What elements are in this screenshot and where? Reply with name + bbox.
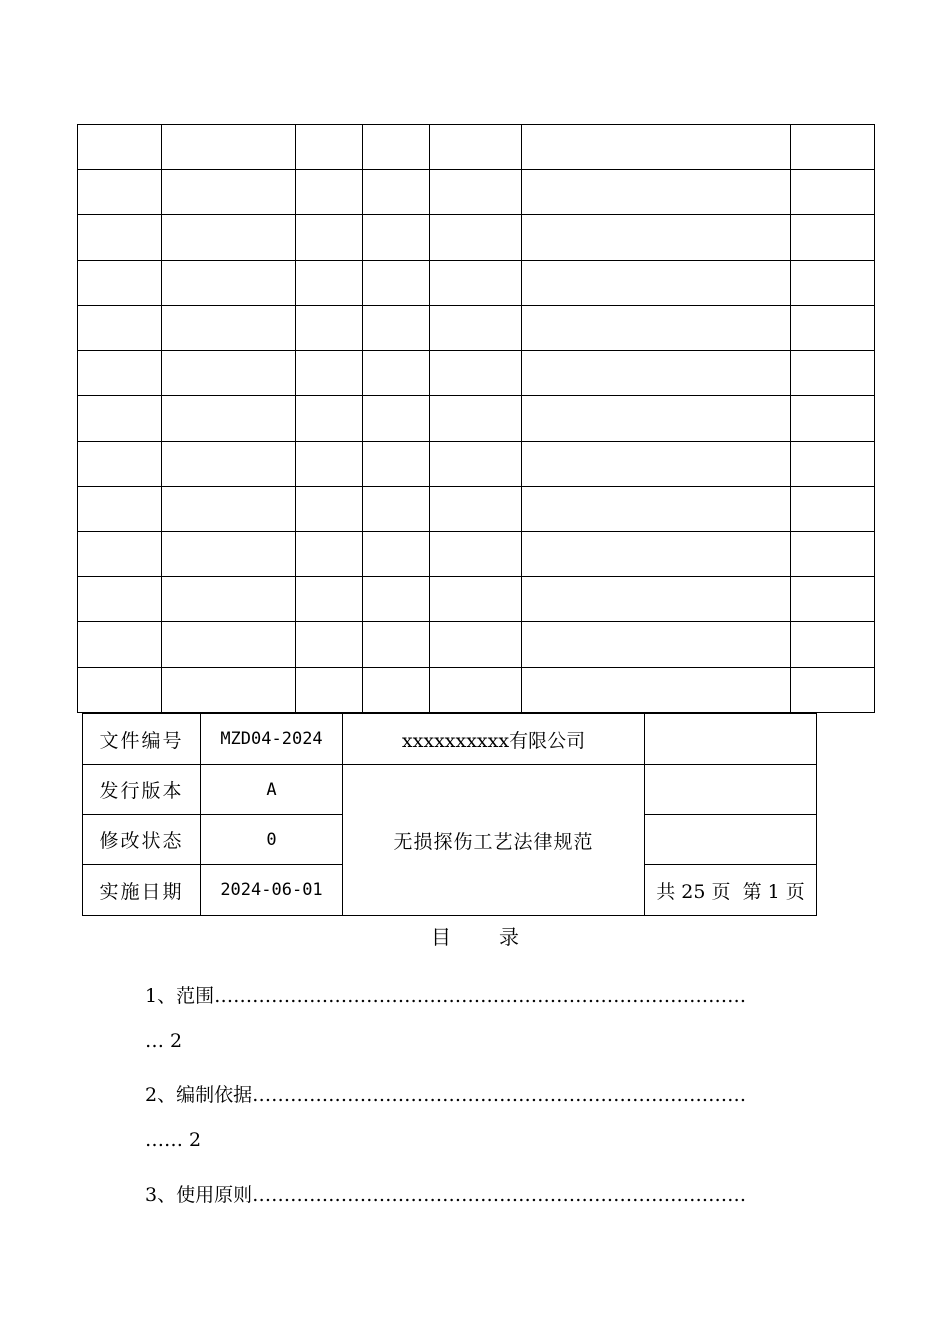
toc-entry-scope-page[interactable]: … 2 [145, 1030, 183, 1052]
revision-grid-cell [296, 577, 363, 622]
revision-grid-row [78, 125, 875, 170]
revision-grid-cell [791, 667, 875, 712]
toc-title [0, 921, 950, 950]
revision-grid-cell [363, 260, 430, 305]
revision-grid-cell [78, 351, 162, 396]
revision-grid-row [78, 396, 875, 441]
revision-grid-cell [296, 531, 363, 576]
revision-grid-cell [791, 486, 875, 531]
revision-grid-cell [78, 170, 162, 215]
revision-grid-cell [430, 667, 522, 712]
revision-grid-cell [296, 486, 363, 531]
revision-grid-cell [78, 125, 162, 170]
revision-grid-cell [78, 531, 162, 576]
revision-grid-cell [162, 441, 296, 486]
version-label: 发行版本 [83, 765, 201, 815]
revision-grid-cell [78, 577, 162, 622]
revision-grid-row [78, 622, 875, 667]
revision-grid-cell [162, 215, 296, 260]
revision-value: 0 [201, 815, 343, 865]
revision-grid-cell [522, 531, 791, 576]
revision-grid-cell [522, 351, 791, 396]
revision-grid-row [78, 215, 875, 260]
revision-grid-cell [430, 215, 522, 260]
revision-grid-cell [522, 486, 791, 531]
revision-grid-cell [363, 667, 430, 712]
page-info: 共 25 页 第 1 页 [645, 865, 817, 916]
revision-grid-cell [363, 577, 430, 622]
revision-grid-cell [162, 667, 296, 712]
effective-date-value: 2024-06-01 [201, 865, 343, 916]
revision-grid-cell [363, 622, 430, 667]
revision-grid-cell [430, 396, 522, 441]
revision-grid-cell [791, 441, 875, 486]
revision-grid-cell [791, 305, 875, 350]
revision-grid-cell [522, 215, 791, 260]
revision-grid-cell [162, 260, 296, 305]
revision-grid-cell [78, 667, 162, 712]
company-name: xxxxxxxxxx有限公司 [343, 714, 645, 765]
revision-grid-row [78, 486, 875, 531]
revision-grid-cell [791, 215, 875, 260]
document-header-table [82, 713, 817, 916]
revision-grid-cell [162, 577, 296, 622]
revision-grid-cell [430, 351, 522, 396]
revision-grid-cell [296, 260, 363, 305]
revision-grid-cell [430, 170, 522, 215]
revision-grid-cell [296, 125, 363, 170]
revision-grid-cell [791, 622, 875, 667]
revision-grid-cell [162, 170, 296, 215]
revision-grid-cell [162, 125, 296, 170]
revision-grid-cell [363, 486, 430, 531]
revision-grid-cell [430, 486, 522, 531]
revision-grid-cell [522, 441, 791, 486]
revision-grid-cell [522, 667, 791, 712]
revision-grid-cell [791, 170, 875, 215]
revision-grid-cell [162, 622, 296, 667]
revision-record-grid [77, 124, 875, 713]
revision-grid-cell [430, 441, 522, 486]
revision-grid-cell [78, 441, 162, 486]
revision-grid-cell [78, 396, 162, 441]
file-number-label: 文件编号 [83, 714, 201, 765]
revision-grid-row [78, 351, 875, 396]
revision-grid-cell [363, 305, 430, 350]
revision-grid-cell [296, 396, 363, 441]
revision-grid-cell [522, 305, 791, 350]
revision-grid-cell [78, 260, 162, 305]
revision-grid-cell [430, 260, 522, 305]
revision-grid-cell [78, 486, 162, 531]
revision-grid-cell [363, 170, 430, 215]
revision-grid-cell [296, 622, 363, 667]
revision-grid-cell [363, 396, 430, 441]
file-number-value: MZD04-2024 [201, 714, 343, 765]
revision-grid-cell [791, 125, 875, 170]
revision-grid-cell [791, 577, 875, 622]
revision-grid-cell [791, 531, 875, 576]
revision-grid-cell [430, 622, 522, 667]
header-blank-cell [645, 815, 817, 865]
revision-grid-cell [162, 305, 296, 350]
toc-title-right: 录 [499, 925, 519, 949]
document-title: 无损探伤工艺法律规范 [343, 765, 645, 916]
revision-grid-cell [522, 125, 791, 170]
toc-entry-basis-page[interactable]: …… 2 [145, 1129, 202, 1151]
revision-grid-cell [430, 531, 522, 576]
revision-grid-cell [296, 441, 363, 486]
revision-grid-cell [522, 622, 791, 667]
header-blank-cell [645, 765, 817, 815]
revision-grid-cell [78, 622, 162, 667]
revision-grid-cell [791, 351, 875, 396]
revision-grid-cell [363, 125, 430, 170]
revision-grid-cell [296, 305, 363, 350]
revision-grid-cell [162, 396, 296, 441]
revision-grid-cell [78, 215, 162, 260]
revision-grid-cell [430, 577, 522, 622]
revision-grid-cell [162, 351, 296, 396]
revision-grid-cell [522, 577, 791, 622]
revision-grid-cell [791, 396, 875, 441]
revision-grid-row [78, 441, 875, 486]
revision-grid-row [78, 577, 875, 622]
revision-grid-cell [162, 531, 296, 576]
revision-grid-cell [522, 396, 791, 441]
revision-grid-cell [522, 170, 791, 215]
toc-entry-basis[interactable]: 2、编制依据…………………………………………………………………… [145, 1084, 747, 1106]
effective-date-label: 实施日期 [83, 865, 201, 916]
revision-grid-cell [363, 441, 430, 486]
toc-title-left: 目 [431, 925, 451, 949]
version-value: A [201, 765, 343, 815]
revision-grid-cell [162, 486, 296, 531]
revision-grid-cell [296, 170, 363, 215]
revision-grid-row [78, 305, 875, 350]
revision-grid-cell [522, 260, 791, 305]
revision-grid-cell [363, 351, 430, 396]
revision-grid-cell [430, 305, 522, 350]
revision-grid-row [78, 260, 875, 305]
revision-grid-row [78, 170, 875, 215]
revision-grid-cell [296, 215, 363, 260]
revision-grid-cell [296, 667, 363, 712]
revision-grid-cell [78, 305, 162, 350]
revision-grid-cell [791, 260, 875, 305]
revision-grid-row [78, 531, 875, 576]
revision-grid-cell [296, 351, 363, 396]
revision-grid-cell [363, 215, 430, 260]
revision-grid-cell [430, 125, 522, 170]
toc-entry-scope[interactable]: 1、范围………………………………………………………………………… [145, 985, 747, 1007]
toc-entry-principles[interactable]: 3、使用原则…………………………………………………………………… [145, 1184, 747, 1206]
header-blank-cell [645, 714, 817, 765]
revision-label: 修改状态 [83, 815, 201, 865]
revision-grid-cell [363, 531, 430, 576]
revision-grid-row [78, 667, 875, 712]
